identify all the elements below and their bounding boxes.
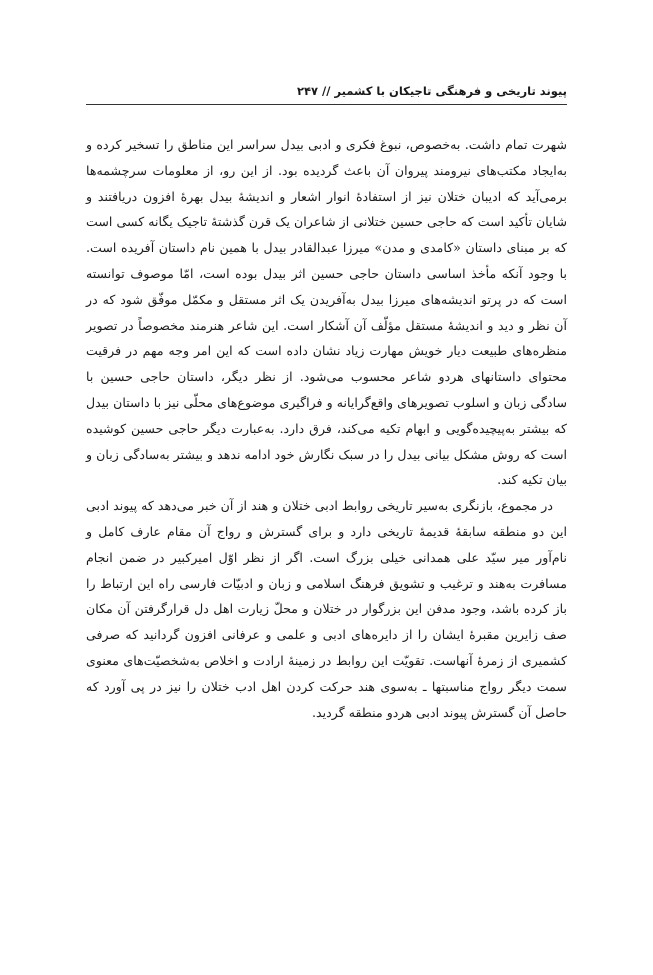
header-rule (86, 104, 567, 105)
paragraph-1: شهرت تمام داشت. به‌خصوص، نبوغ فکری و ادبی بیدل سراسر این مناطق را تسخیر کرده و به‌ایجاد مکتب‌های نیرومند پیروان آن باعث گردیده بود. از این رو، از معلومات سرچشمه‌ها برمی‌آید که ادیبان ختلان نیز از استفادهٔ انوار اشعار و اندیشهٔ بیدل بهرهٔ افزون دریافتند و شایان تأکید است که حاجی حسین ختلانی از شاعران یک قرن گذشتهٔ تاجیک یگانه کسی است که بر مبنای داستان «کامدی و مدن» میرزا عبدالقادر بیدل با همین نام داستان آفریده است. با وجود آنکه مأخذ اساسی داستان حاجی حسین اثر بیدل بوده است، امّا موصوف توانسته است که در پرتو اندیشه‌های میرزا بیدل به‌آفریدن یک اثر مستقل و مکمّل موفّق شود که در آن نظر و دید و اندیشهٔ مستقل مؤلّف آن آشکار است. این شاعر هنرمند مخصوصاً در تصویر منظره‌های طبیعت دیار خویش مهارت زیاد نشان داده است که این امر وجه مهم در فرقیت محتوای داستانهای هردو شاعر محسوب می‌شود. از نظر دیگر، داستان حاجی حسین با سادگی زبان و اسلوب تصویرهای واقع‌گرایانه و فراگیری موضوع‌های محلّی نیز با داستان بیدل که بیشتر به‌پیچیده‌گویی و ابهام تکیه می‌کند، فرق دارد. به‌عبارت دیگر حاجی حسین کوشیده است که روش مشکل بیانی بیدل را در سبک نگارش خود ادامه ندهد و بیشتر به‌سادگی زبان و بیان تکیه کند. (86, 137, 567, 488)
paragraph-2: در مجموع، بازنگری به‌سیر تاریخی روابط ادبی ختلان و هند از آن خبر می‌دهد که پیوند ادبی این دو منطقه سابقهٔ قدیمهٔ تاریخی دارد و برای گسترش و رواج آن مقام عارف کامل و نام‌آور میر سیّد علی همدانی خیلی بزرگ است. اگر از نظر اوّل امیرکبیر در ضمن انجام مسافرت به‌هند و ترغیب و تشویق فرهنگ اسلامی و زبان و ادبیّات فارسی راه این ارتباط را باز کرده باشد، وجود مدفن این بزرگوار در ختلان و محلّ زیارت اهل دل قرارگرفتن آن مکان صف زایرین مقبرهٔ ایشان را از دایره‌های ادبی و علمی و عرفانی افزون گردانید که صرفی کشمیری از زمرهٔ آنهاست. تقویّت این روابط در زمینهٔ ارادت و اخلاص به‌شخصیّت‌های معنوی سمت دیگر رواج مناسبتها ـ به‌سوی هند حرکت کردن اهل ادب ختلان را نیز در پی آورد که حاصل آن گسترش پیوند ادبی هردو منطقه گردید. (86, 498, 567, 720)
running-header: پیوند تاریخی و فرهنگی تاجیکان با کشمیر // ۲۴۷ (296, 84, 567, 98)
body-text (86, 132, 567, 725)
